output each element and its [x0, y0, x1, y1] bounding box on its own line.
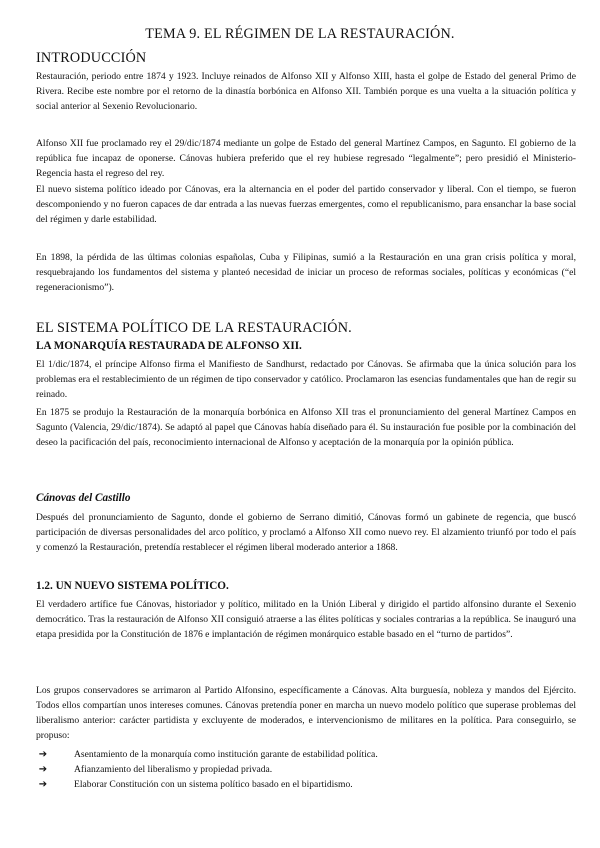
nuevo-sistema-paragraph-1: El verdadero artífice fue Cánovas, historiador y político, militado en la Unión Liberal y dirigido el partido alfonsino durante el Sexenio democrático. Tras la restauración de Alfonso XII consiguió atraerse a las élites políticas y sociales contrarias a la república. Se inauguró una etapa presidida por la Constitución de 1876 e implantación de régimen monárquico estable basado en el “turno de partidos”. [36, 599, 576, 640]
list-item-text: Asentamiento de la monarquía como institución garante de estabilidad política. [74, 749, 378, 760]
list-item-text: Elaborar Constitución con un sistema político basado en el bipartidismo. [74, 779, 353, 790]
list-item [36, 762, 576, 777]
canovas-heading: Cánovas del Castillo [36, 492, 131, 504]
nuevo-sistema-heading: 1.2. UN NUEVO SISTEMA POLÍTICO. [36, 580, 229, 592]
monarquia-subheading: LA MONARQUÍA RESTAURADA DE ALFONSO XII. [36, 340, 302, 352]
intro-paragraph-3: El nuevo sistema político ideado por Cánovas, era la alternancia en el poder del partido conservador y liberal. Con el tiempo, se fueron descomponiendo y no fueron capaces de dar entrada a las nuevas fuerzas emergentes, como el republicanismo, para ensanchar la base social del régimen y darle estabilidad. [36, 184, 576, 225]
arrow-right-icon: ➔ [38, 779, 48, 790]
propuestas-list [36, 747, 576, 792]
list-item-text: Afianzamiento del liberalismo y propiedad privada. [74, 764, 273, 775]
intro-heading: INTRODUCCIÓN [36, 50, 147, 66]
arrow-right-icon: ➔ [38, 764, 48, 775]
list-item [36, 747, 576, 762]
monarquia-paragraph-1: El 1/dic/1874, el príncipe Alfonso firma el Manifiesto de Sandhurst, redactado por Cánovas. Se afirmaba que la única solución para los problemas era el restablecimiento de un régimen de tipo conservador y católico. Proclamaron las esencias fundamentales que han de regir su reinado. [36, 359, 576, 400]
nuevo-sistema-paragraph-2: Los grupos conservadores se arrimaron al Partido Alfonsino, específicamente a Cánovas. Alta burguesía, nobleza y mandos del Ejército. Todos ellos compartían unos intereses comunes. Cánovas pretendía poner en marcha un nuevo modelo político que superase problemas del liberalismo anterior: carácter partidista y excluyente de moderados, e intervencionismo de militares en la política. Para conseguirlo, se propuso: [36, 685, 576, 741]
list-item [36, 777, 576, 792]
page-title: TEMA 9. EL RÉGIMEN DE LA RESTAURACIÓN. [145, 26, 455, 42]
sistema-heading: EL SISTEMA POLÍTICO DE LA RESTAURACIÓN. [36, 320, 352, 336]
intro-paragraph-1: Restauración, periodo entre 1874 y 1923. Incluye reinados de Alfonso XII y Alfonso XIII, hasta el golpe de Estado del general Primo de Rivera. Recibe este nombre por el retorno de la dinastía borbónica en Alfonso XII. También porque es una vuelta a la situación política y social anterior al Sexenio Revolucionario. [36, 71, 576, 112]
intro-paragraph-4: En 1898, la pérdida de las últimas colonias españolas, Cuba y Filipinas, sumió a la Restauración en una gran crisis política y moral, resquebrajando los fundamentos del sistema y planteó necesidad de iniciar un proceso de reformas sociales, políticas y económicas (“el regeneracionismo”). [36, 252, 576, 293]
arrow-right-icon: ➔ [38, 749, 48, 760]
intro-paragraph-2: Alfonso XII fue proclamado rey el 29/dic/1874 mediante un golpe de Estado del general Martínez Campos, en Sagunto. El gobierno de la república fue incapaz de oponerse. Cánovas hubiera preferido que el rey hubiese regresado “legalmente”; pero presidió el Ministerio-Regencia hasta el regreso del rey. [36, 138, 576, 179]
canovas-paragraph: Después del pronunciamiento de Sagunto, donde el gobierno de Serrano dimitió, Cánovas formó un gabinete de regencia, que buscó participación de diversas personalidades del arco político, y proclamó a Alfonso XII como nuevo rey. El alzamiento triunfó por todo el país y comenzó la Restauración, pretendía restablecer el régimen liberal moderado anterior a 1868. [36, 512, 576, 553]
monarquia-paragraph-2: En 1875 se produjo la Restauración de la monarquía borbónica en Alfonso XII tras el pronunciamiento del general Martínez Campos en Sagunto (Valencia, 29/dic/1874). Se adaptó al papel que Cánovas había diseñado para él. Su instauración fue posible por la combinación del deseo la pacificación del país, reconocimiento internacional de Alfonso y aceptación de la monarquía por la opinión pública. [36, 407, 576, 448]
